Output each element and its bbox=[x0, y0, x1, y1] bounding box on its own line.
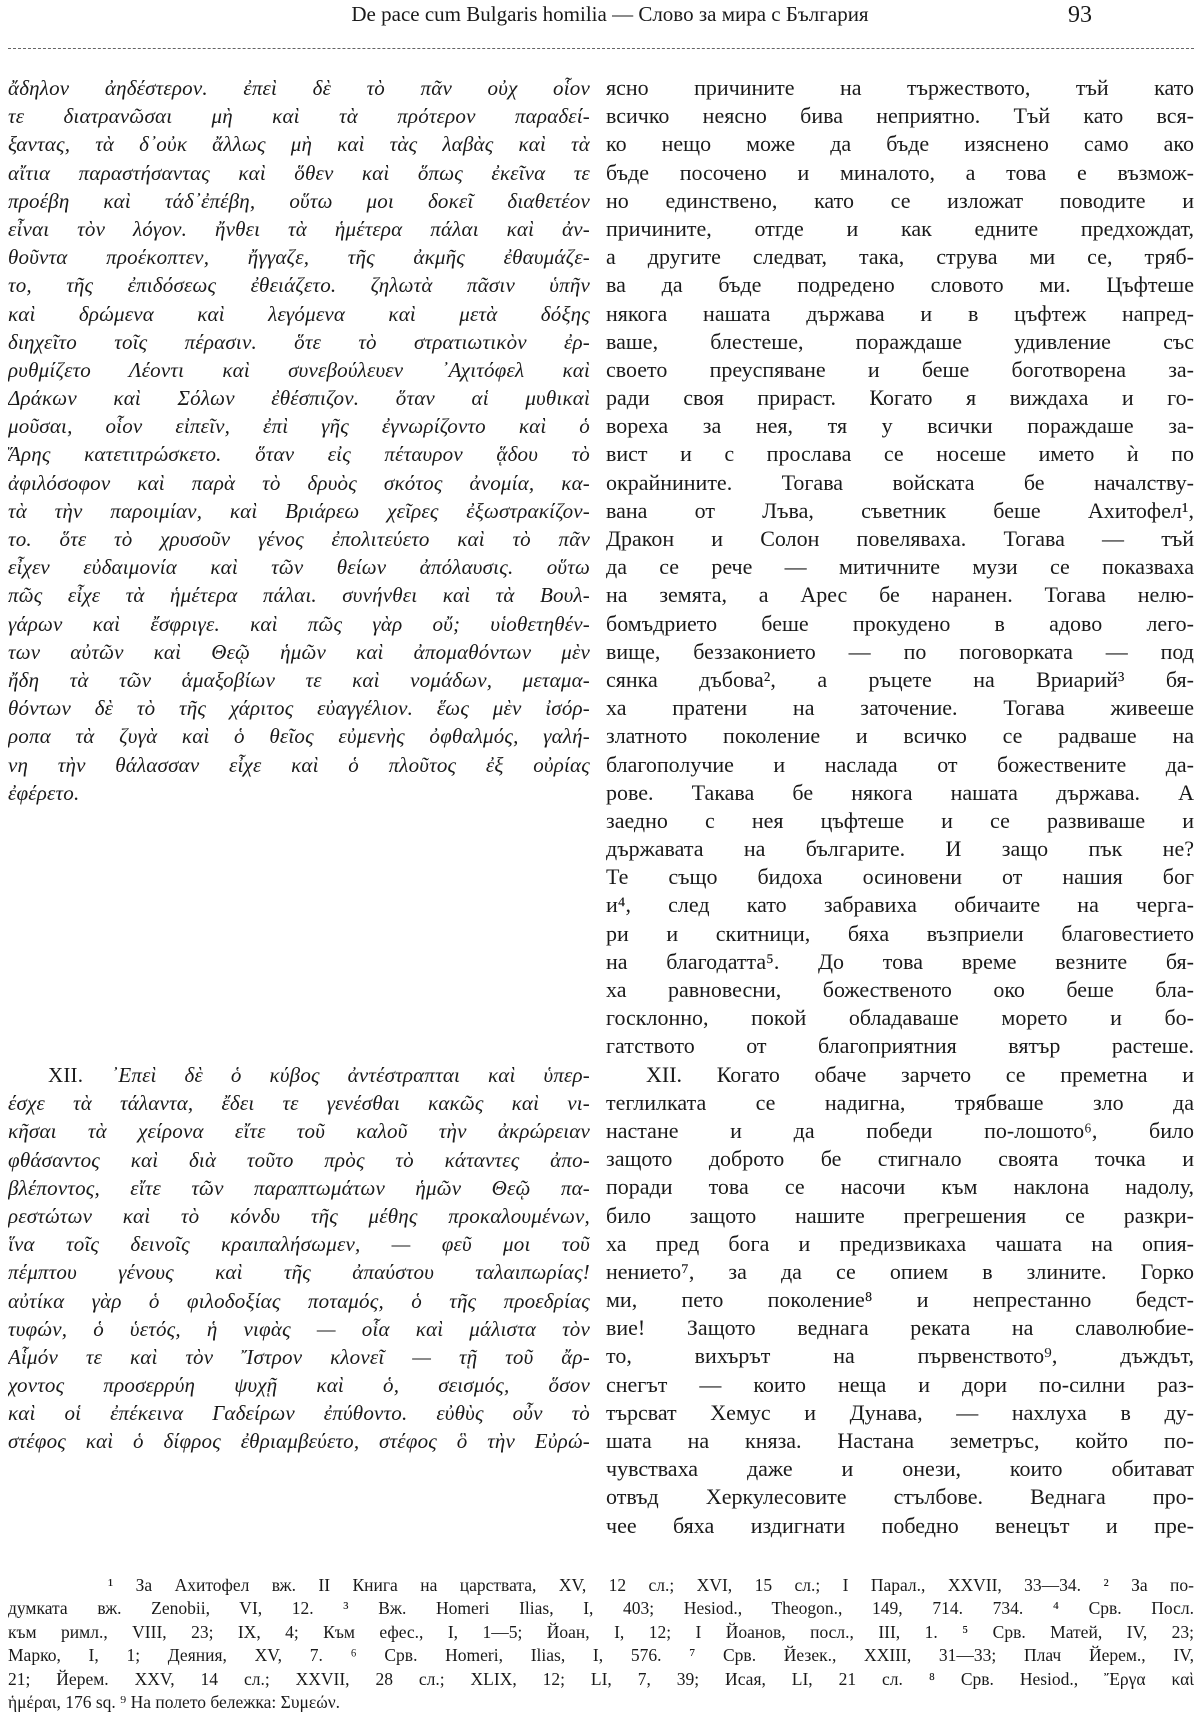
translation-line: XII. Когато обаче зарчето се преметна и bbox=[646, 1061, 1194, 1087]
greek-text-line: ἤδη τὰ τῶν ἁμαξοβίων τε καὶ νομάδων, μεταμα- bbox=[8, 667, 590, 692]
greek-text-line: μοῦσαι, οἷον εἰπεῖν, ἐπὶ γῆς ἐγνωρίζοντο καὶ ὁ bbox=[8, 414, 590, 439]
greek-text-line: στέφος καὶ ὁ δίφρος ἐθριαμβεύετο, στέφος ὃ τὴν Εὐρώ- bbox=[8, 1429, 590, 1454]
translation-line: търсват Хемус и Дунава, — нахлуха в ду- bbox=[606, 1399, 1194, 1425]
bulgarian-translation-column bbox=[606, 74, 1194, 1540]
greek-text-line: το. ὅτε τὸ χρυσοῦν γένος ἐπολιτεύετο καὶ τὸ πᾶν bbox=[8, 527, 590, 551]
translation-line: ха пред бога и предизвикаха чашата на опия- bbox=[606, 1230, 1194, 1256]
greek-text-line: θοῦντα προέκοπτεν, ἤγγαζε, τῆς ἀκμῆς ἐθαυμάζε- bbox=[8, 245, 590, 270]
greek-text-line: πῶς εἶχε τὰ ἡμέτερα πάλαι. συνήνθει καὶ τὰ Βουλ- bbox=[8, 583, 590, 608]
translation-line: било защото нашите прегрешения се разкри- bbox=[606, 1202, 1194, 1228]
translation-line: ва да бъде подредено словото ми. Цъфтеше bbox=[606, 272, 1194, 298]
header-rule bbox=[8, 48, 1194, 49]
translation-line: вореха за нея, тя у всички пораждаше за- bbox=[606, 413, 1194, 439]
greek-text-line: προέβη καὶ τάδ᾽ἐπέβη, οὕτω μοι δοκεῖ διαθετέον bbox=[8, 188, 590, 213]
translation-line: ми, пето поколение⁸ и непрестанно бедст- bbox=[606, 1287, 1194, 1313]
running-header-title: De pace cum Bulgaris homilia — Слово за мира с България bbox=[351, 2, 869, 26]
translation-line: бъде посочено и миналото, а това е възмож- bbox=[606, 159, 1194, 185]
translation-line: вист и с прослава се носеше името ѝ по bbox=[606, 441, 1194, 467]
translation-line: златното поколение и всичко се радваше на bbox=[606, 723, 1194, 749]
translation-line: то, вихърът на първенството⁹, дъждът, bbox=[606, 1343, 1194, 1369]
greek-text-line: Ἄρης κατετιτρώσκετο. ὅταν εἰς πέταυρον ᾅδου τὸ bbox=[8, 442, 590, 467]
translation-line: своето преуспяване и беше боготворена за- bbox=[606, 356, 1194, 382]
translation-line: защото доброто бе стигнало своята точка и bbox=[606, 1146, 1194, 1172]
translation-line: чее бяха издигнати победно венецът и пре- bbox=[606, 1512, 1194, 1538]
greek-text-line: ἄδηλον ἀηδέστερον. ἐπεὶ δὲ τὸ πᾶν οὐχ οἷον bbox=[8, 76, 590, 100]
greek-text-line: τυφών, ὁ ὑετός, ἡ νιφὰς — οἷα καὶ μάλιστα τὸν bbox=[8, 1316, 590, 1341]
footnote-line: думката вж. Zenobii, VI, 12. ³ Вж. Homeri Ilias, I, 403; Hesiod., Theogon., 149, 714. 734. ⁴ Срв. Посл. bbox=[8, 1598, 1194, 1619]
greek-text-line: θόντων δὲ τὸ τῆς χάριτος εὐαγγέλιον. ἕως μὲν ἰσόρ- bbox=[8, 696, 590, 721]
translation-line: но единствено, като се изложат поводите и bbox=[606, 187, 1194, 213]
greek-text-line bbox=[8, 1061, 590, 1089]
footnote-line: към римл., VIII, 23; IX, 4; Към ефес., I, 1—5; Йоан, I, 12; I Йоанов, посл., III, 1. ⁵ Срв. Матей, IV, 23; bbox=[8, 1621, 1194, 1642]
translation-line: вище, беззаконието — по поговорката — под bbox=[606, 638, 1194, 664]
translation-line: ради своя прираст. Когато я виждаха и го- bbox=[606, 385, 1194, 411]
greek-text-span: ᾿Επεὶ δὲ ὁ κύβος ἀντέστραπται καὶ ὑπερ- bbox=[111, 1063, 590, 1087]
greek-text-line: το, τῆς ἐπιδόσεως ἐθειάζετο. ζηλωτὰ πᾶσιν ὑπῆν bbox=[8, 273, 590, 298]
greek-text-line: κῆσαι τὰ χείρονα εἴτε τοῦ καλοῦ τὴν ἀκρώρειαν bbox=[8, 1119, 590, 1144]
section-number: XII. bbox=[48, 1063, 84, 1087]
greek-text-line: αἴτια παραστήσαντας καὶ ὅθεν καὶ ὅπως ἐκεῖνα τε bbox=[8, 160, 590, 185]
greek-text-line: νη τὴν θάλασσαν εἶχε καὶ ὁ πλοῦτος ἐξ οὐρίας bbox=[8, 752, 590, 777]
translation-line: снегът — които неща и дори по-силни раз- bbox=[606, 1371, 1194, 1397]
greek-text-line: φθάσαντος καὶ διὰ τοῦτο πρὸς τὸ κάταντες ἀπο- bbox=[8, 1147, 590, 1172]
translation-line: чувстваха даже и онези, които обитават bbox=[606, 1456, 1194, 1482]
translation-line: благополучие и наслада от божествените да- bbox=[606, 751, 1194, 777]
translation-line: на благодатта⁵. До това време везните бя- bbox=[606, 948, 1194, 974]
greek-text-line: ρεστώτων καὶ τὸ κόνδυ τῆς μέθης προκαλουμένων, bbox=[8, 1203, 590, 1228]
translation-line: причините, отгде и как едните предхождат, bbox=[606, 215, 1194, 241]
translation-line: Дракон и Солон повеляваха. Тогава — тъй bbox=[606, 526, 1194, 551]
translation-line: Те също бидоха осиновени от нашия бог bbox=[606, 864, 1194, 890]
translation-line: на земята, а Арес бе наранен. Тогава нелю- bbox=[606, 582, 1194, 608]
translation-line: заедно с нея цъфтеше и се развиваше и bbox=[606, 807, 1194, 833]
greek-text-line: Δράκων καὶ Σόλων ἐθέσπιζον. ὅταν αἱ μυθικαὶ bbox=[8, 386, 590, 411]
footnote-line: 21; Йерем. XXV, 14 сл.; XXVII, 28 сл.; XLIX, 12; LI, 7, 39; Исая, LI, 21 сл. ⁸ Срв. Hesiod., Ἔργα καὶ bbox=[8, 1668, 1194, 1689]
greek-text-line: πέμπτου γένους καὶ τῆς ἀπαύστου ταλαιπωρίας! bbox=[8, 1260, 590, 1285]
translation-line: бомъдрието беше прокудено в адово лего- bbox=[606, 610, 1194, 636]
greek-text-line: καὶ οἱ ἐπέκεινα Γαδείρων ἐπύθοντο. εὐθὺς οὖν τὸ bbox=[8, 1401, 590, 1426]
translation-line: ха равновесни, божественото око беше бла- bbox=[606, 977, 1194, 1002]
greek-text-line: αὐτίκα γὰρ ὁ φιλοδοξίας ποταμός, ὁ τῆς προεδρίας bbox=[8, 1288, 590, 1313]
greek-text-line: διηχεῖτο τοῖς πέρασιν. ὅτε τὸ στρατιωτικὸν ἐρ- bbox=[8, 329, 590, 354]
translation-line: отвъд Херкулесовите стълбове. Веднага про- bbox=[606, 1484, 1194, 1510]
translation-line: окрайнините. Тогава войската бе началству- bbox=[606, 469, 1194, 495]
translation-line: ха пратени на заточение. Тогава живееше bbox=[606, 695, 1194, 721]
footnotes bbox=[8, 1574, 1194, 1714]
greek-text-line: ξαντας, τὰ δ᾽οὐκ ἄλλως μὴ καὶ τὰς λαβὰς καὶ τὰ bbox=[8, 132, 590, 157]
translation-line: държавата на българите. И защо пък не? bbox=[606, 836, 1194, 862]
translation-line: госклонно, покой обладаваше морето и бо- bbox=[606, 1005, 1194, 1031]
greek-text-line: ἀφιλόσοφον καὶ παρὰ τὸ δρυὸς σκότος ἀνομία, κα- bbox=[8, 470, 590, 495]
page-number: 93 bbox=[1068, 2, 1092, 28]
translation-line: нението⁷, за да се опием в злините. Горко bbox=[606, 1258, 1194, 1284]
greek-text-line: ἵνα τοῖς δεινοῖς κραιπαλήσωμεν, — φεῦ μοι τοῦ bbox=[8, 1232, 590, 1257]
footnote-line: ἡμέραι, 176 sq. ⁹ На полето бележка: Συμεών. bbox=[8, 1691, 341, 1712]
greek-text-line: ρυθμίζετο Λέοντι καὶ συνεβούλευεν ᾿Αχιτόφελ καὶ bbox=[8, 357, 590, 382]
translation-line: и⁴, след като забравиха обичаите на черга- bbox=[606, 892, 1194, 918]
greek-text-line: καὶ δρώμενα καὶ λεγόμενα καὶ μετὰ δόξης bbox=[8, 301, 590, 326]
translation-line: теглилката се надигна, трябваше зло да bbox=[606, 1089, 1194, 1115]
translation-line: вие! Защото веднага реката на славолюбие- bbox=[606, 1315, 1194, 1341]
greek-text-line: εἶναι τὸν λόγον. ἤνθει τὰ ἡμέτερα πάλαι καὶ ἀν- bbox=[8, 216, 590, 241]
greek-text-line: Αἷμόν τε καὶ τὸν Ἴστρον κλονεῖ — τῇ τοῦ ἄρ- bbox=[8, 1344, 590, 1369]
greek-text-line: τὰ τὴν παροιμίαν, καὶ Βριάρεω χεῖρες ἐξωστρακίζον- bbox=[8, 498, 590, 523]
footnote-line: Марко, I, 1; Деяния, XV, 7. ⁶ Срв. Homeri, Ilias, I, 576. ⁷ Срв. Йезек., XXIII, 31—33; Плач Йерем., IV, bbox=[8, 1645, 1194, 1666]
translation-line: да се рече — митичните музи се показваха bbox=[606, 554, 1194, 580]
greek-column-part1 bbox=[8, 74, 590, 807]
translation-line: вана от Лъва, съветник беше Ахитофел¹, bbox=[606, 497, 1194, 523]
greek-column-section-xii bbox=[8, 1061, 590, 1456]
greek-text-line: ροπα τὰ ζυγὰ καὶ ὁ θεῖος εὐμενὴς ὀφθαλμός, γαλή- bbox=[8, 724, 590, 749]
translation-line: всичко неясно бива неприятно. Тъй като вся- bbox=[606, 103, 1194, 129]
greek-text-line: εἶχεν εὐδαιμονία καὶ τῶν θείων ἀπόλαυσις. οὕτω bbox=[8, 555, 590, 580]
translation-line: ваше, блестеше, пораждаше удивление със bbox=[606, 328, 1194, 354]
greek-text-line: βλέποντος, εἴτε τῶν παραπτωμάτων ἡμῶν Θεῷ πα- bbox=[8, 1175, 590, 1200]
translation-line: шата на княза. Настана земетръс, който по- bbox=[606, 1428, 1194, 1453]
translation-line: ри и скитници, бяха възприели благовестието bbox=[606, 920, 1194, 946]
greek-text-line: τε διατρανῶσαι μὴ καὶ τὰ πρότερον παραδεί- bbox=[8, 104, 590, 129]
translation-line: настане и да победи по-лошото⁶, било bbox=[606, 1117, 1194, 1143]
translation-line: поради това се насочи към наклона надолу, bbox=[606, 1174, 1194, 1200]
greek-text-line: έσχε τὰ τάλαντα, ἔδει τε γενέσθαι κακῶς καὶ νι- bbox=[8, 1091, 590, 1116]
translation-line: рове. Такава бе някога нашата държава. А bbox=[606, 779, 1194, 805]
translation-line: ясно причините на тържеството, тъй като bbox=[606, 75, 1194, 100]
greek-text-line: γάρων καὶ ἔσφριγε. καὶ πῶς γὰρ οὔ; υἱοθετηθέν- bbox=[8, 611, 590, 636]
translation-line: гатството от благоприятния вятър растеше. bbox=[606, 1033, 1194, 1059]
greek-text-line: των αὐτῶν καὶ Θεῷ ἡμῶν καὶ ἀπομαθόντων μὲν bbox=[8, 639, 590, 664]
translation-line: някога нашата държава и в цъфтеж напред- bbox=[606, 300, 1194, 326]
translation-line: ко нещо може да бъде изяснено само ако bbox=[606, 131, 1194, 157]
footnote-line: ¹ За Ахитофел вж. II Книга на царствата, XV, 12 сл.; XVI, 15 сл.; I Парал., XXVII, 33—34. ² За по- bbox=[108, 1575, 1194, 1595]
translation-line: сянка дъбова², а ръцете на Вриарий³ бя- bbox=[606, 666, 1194, 692]
translation-line: а другите следват, така, струва ми се, тряб- bbox=[606, 244, 1194, 270]
greek-text-line: ἐφέρετο. bbox=[8, 780, 80, 805]
greek-text-line: χοντος προσερρύη ψυχῇ καὶ ὁ, σεισμός, ὅσον bbox=[8, 1373, 590, 1398]
